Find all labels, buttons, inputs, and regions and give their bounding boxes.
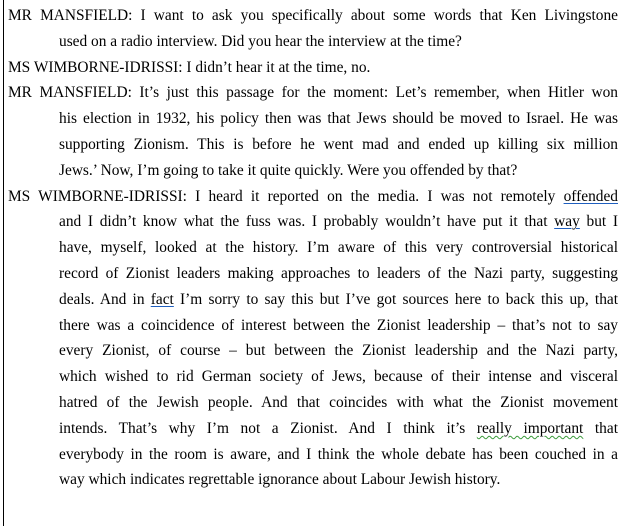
transcript-entry [8, 184, 618, 494]
transcript-entry [8, 55, 618, 81]
transcript-line: supporting Zionism. This is before he went mad and ended up killing six million [59, 135, 618, 153]
spellcheck-flagged-word[interactable]: way [554, 213, 580, 231]
transcript-line: everybody in the room is aware, and I think the whole debate has been couched in a [59, 445, 618, 463]
spellcheck-flagged-word[interactable]: fact [150, 290, 174, 308]
transcript-line: record of Zionist leaders making approaches to leaders of the Nazi party, suggesting [59, 264, 618, 282]
transcript-line: his election in 1932, his policy then was that Jews should be moved to Israel. He was [59, 110, 618, 128]
transcript-body [8, 3, 618, 493]
transcript-line: MS WIMBORNE-IDRISSI: I heard it reported on the media. I was not remotely offended [8, 187, 618, 205]
transcript-line: MS WIMBORNE-IDRISSI: I didn’t hear it at the time, no. [8, 58, 371, 76]
transcript-line: have, myself, looked at the history. I’m aware of this very controversial historical [59, 239, 618, 257]
transcript-line: there was a coincidence of interest between the Zionist leadership – that’s not to say [59, 316, 618, 334]
transcript-entry [8, 80, 618, 183]
left-margin-rule [3, 0, 4, 526]
spellcheck-flagged-word[interactable]: offended [563, 187, 618, 205]
transcript-line: which wished to rid German society of Jews, because of their intense and visceral [59, 368, 618, 386]
transcript-line: and I didn’t know what the fuss was. I probably wouldn’t have put it that way but I [59, 213, 618, 231]
transcript-entry [8, 3, 618, 55]
transcript-line: deals. And in fact I’m sorry to say this but I’ve got sources here to back this up, that [59, 290, 618, 308]
transcript-line: way which indicates regrettable ignorance about Labour Jewish history. [59, 471, 501, 489]
transcript-line: MR MANSFIELD: It’s just this passage for the moment: Let’s remember, when Hitler won [8, 84, 618, 102]
transcript-line: intends. That’s why I’m not a Zionist. And I think it’s really important that [59, 419, 618, 437]
transcript-line: hatred of the Jewish people. And that coincides with what the Zionist movement [59, 393, 618, 411]
transcript-line: MR MANSFIELD: I want to ask you specifically about some words that Ken Livingstone [8, 7, 618, 24]
transcript-line: every Zionist, of course – but between the Zionist leadership and the Nazi party, [59, 342, 618, 360]
transcript-line: used on a radio interview. Did you hear the interview at the time? [59, 32, 462, 50]
grammar-flagged-phrase[interactable]: really important [476, 419, 584, 437]
transcript-line: Jews.’ Now, I’m going to take it quite quickly. Were you offended by that? [59, 161, 518, 179]
